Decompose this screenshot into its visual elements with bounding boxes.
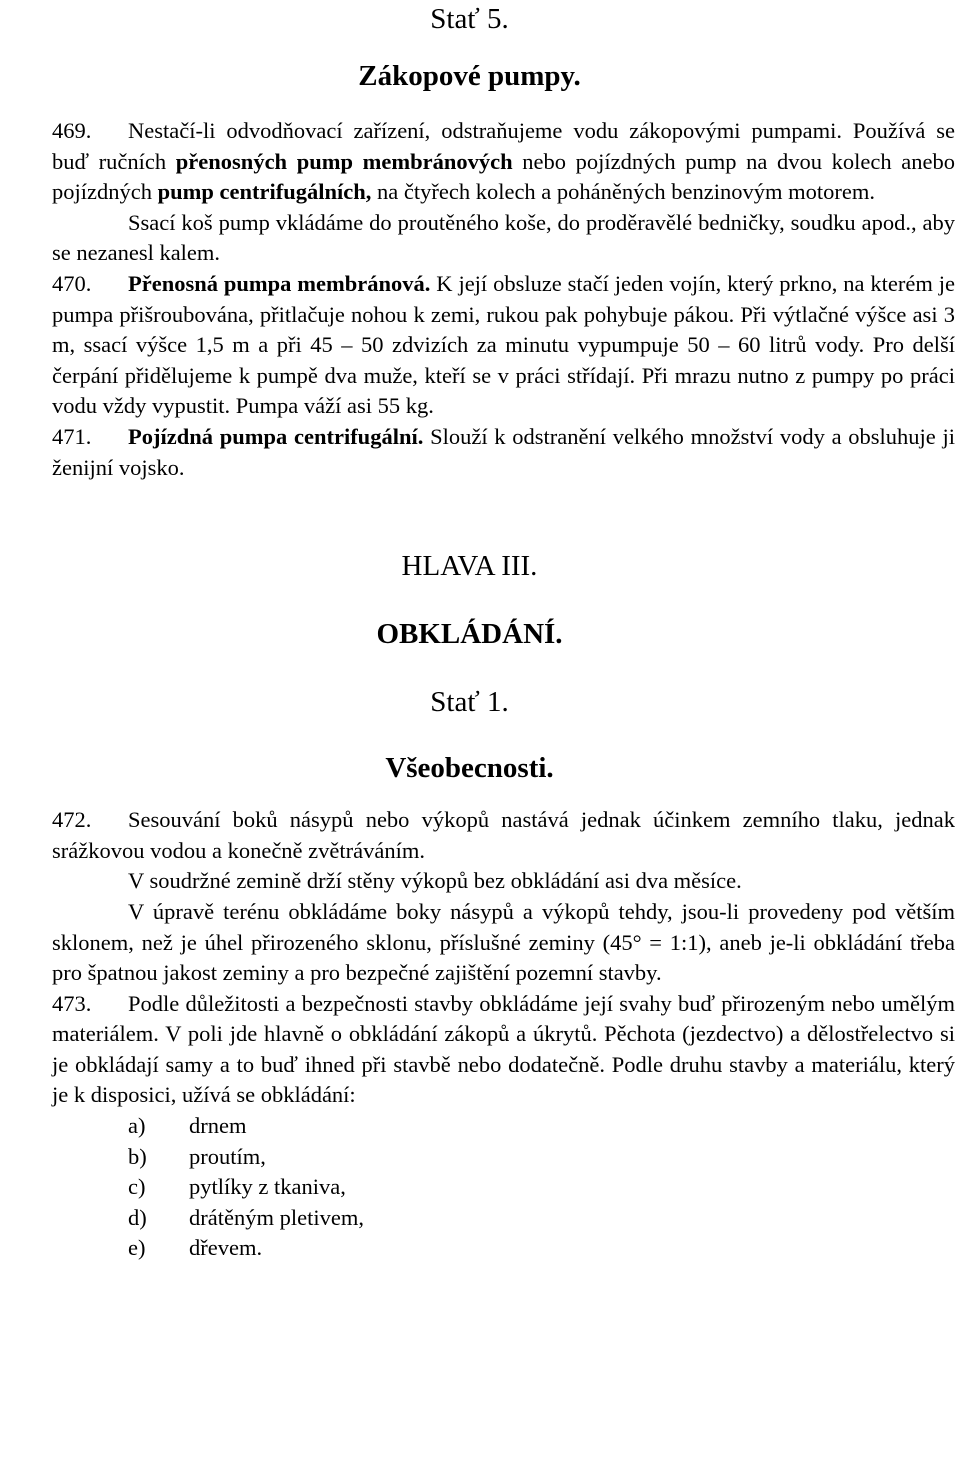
- section-5-title: Stať 5.: [430, 3, 509, 35]
- paragraph-number: 473.: [52, 990, 92, 1016]
- chapter-title: OBKLÁDÁNÍ.: [376, 618, 563, 651]
- list-item: c) pytlíky z tkaniva,: [128, 1174, 346, 1200]
- paragraph-number: 469.: [52, 118, 92, 143]
- paragraph-number: 471.: [52, 423, 92, 449]
- paragraph-471: 471. Pojízdná pumpa centrifugální. Slouží k odstranění velkého množství vody a obsluhuje ji ženijní vojsko.: [52, 423, 955, 480]
- paragraph-469: 469. Nestačí-li odvodňovací zařízení, odstraňujeme vodu zákopovými pumpami. Používá se buď ručních přenosných pump membránových nebo pojízdných pump na dvou kolech anebo pojízdných pump centrifugálních, na čtyřech kolech a poháněných benzinovým motorem.: [52, 118, 955, 205]
- paragraph-472: 472. Sesouvání boků násypů nebo výkopů nastává jednak účinkem zemního tlaku, jednak srážkovou vodou a konečně zvětráváním.: [52, 807, 955, 863]
- list-item: d) drátěným pletivem,: [128, 1204, 364, 1230]
- paragraph-number: 470.: [52, 270, 92, 296]
- paragraph-472-sentence-2: V soudržné zemině drží stěny výkopů bez obkládání asi dva měsíce.: [128, 868, 742, 894]
- section-1-title: Stať 1.: [430, 686, 509, 719]
- list-item: a) drnem: [128, 1113, 247, 1139]
- paragraph-472-sentence-3: V úpravě terénu obkládáme boky násypů a výkopů tehdy, jsou-li provedeny pod větším sklonem, než je úhel přirozeného sklonu, příslušné zeminy (45° = 1:1), aneb je-li obkládání třeba pro špatnou jakost zeminy a pro bezpečné zajištění pozemní stavby.: [52, 898, 955, 986]
- paragraph-473: 473. Podle důležitosti a bezpečnosti stavby obkládáme její svahy buď přirozeným nebo umělým materiálem. V poli jde hlavně o obkládání zákopů a úkrytů. Pěchota (jezdectvo) a dělostřelectvo si je obkládají samy a to buď ihned při stavbě nebo dodatečně. Podle druhu stavby a materiálu, který je k disposici, užívá se obkládání:: [52, 990, 955, 1108]
- chapter-label: HLAVA III.: [401, 550, 538, 583]
- paragraph-number: 472.: [52, 807, 92, 833]
- paragraph-470: 470. Přenosná pumpa membránová. K její obsluze stačí jeden vojín, který prkno, na kterém je pumpa přišroubována, přitlačuje nohou k zemi, rukou pak pohybuje pákou. Při výtlačné výšce asi 3 m, ssací výšce 1,5 m a při 45 – 50 zdvizích za minutu vypumpuje 50 – 60 litrů vody. Pro delší čerpání přidělujeme k pumpě dva muže, kteří se v práci střídají. Při mrazu nutno z pumpy po práci vodu vždy vypustit. Pumpa váží asi 55 kg.: [52, 270, 955, 419]
- list-item: b) proutím,: [128, 1143, 266, 1169]
- paragraph-469-sentence: Ssací koš pump vkládáme do proutěného koše, do proděravělé bedničky, soudku apod., aby se nezanesl kalem.: [52, 209, 955, 266]
- section-5-heading: Zákopové pumpy.: [358, 60, 581, 92]
- list-item: e) dřevem.: [128, 1235, 263, 1261]
- list: [52, 1111, 955, 1264]
- document-page: [52, 0, 955, 1264]
- section-1-heading: Všeobecnosti.: [385, 752, 554, 785]
